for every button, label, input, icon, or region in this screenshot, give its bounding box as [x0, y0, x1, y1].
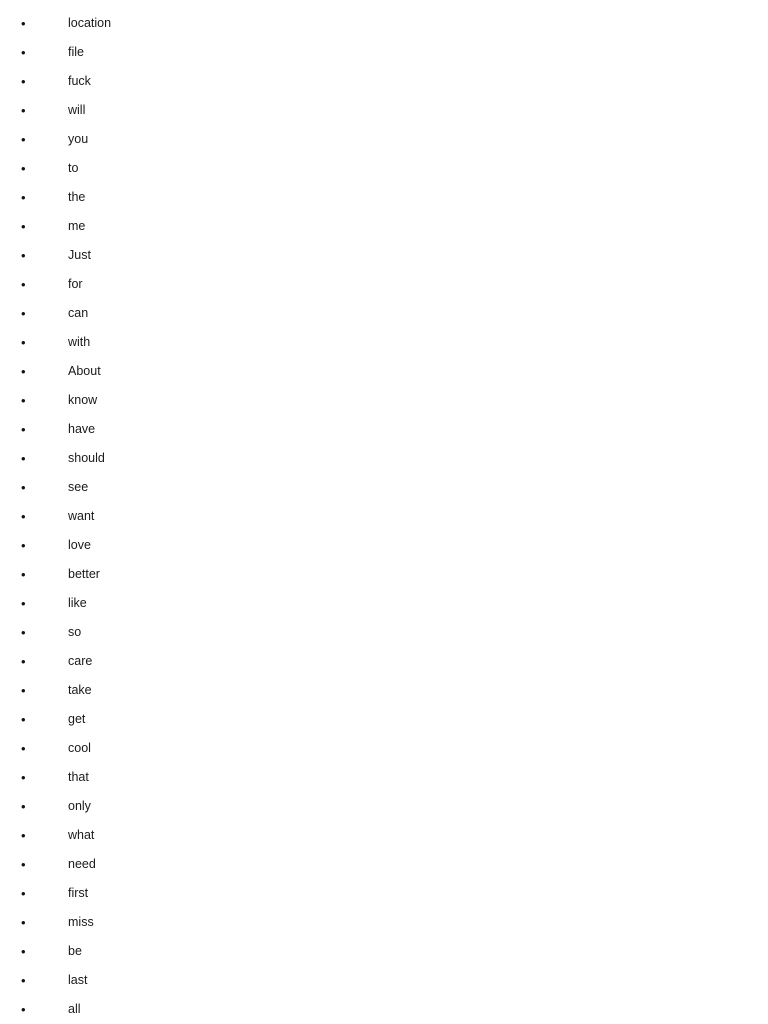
list-item [0, 879, 768, 908]
bullet-icon: • [21, 538, 26, 553]
list-item-label: see [68, 480, 89, 494]
list-item [0, 734, 768, 763]
bullet-icon: • [21, 886, 26, 901]
bullet-icon: • [21, 161, 26, 176]
list-item-label: the [68, 190, 86, 204]
list-item [0, 792, 768, 821]
bullet-icon: • [21, 74, 26, 89]
word-list [0, 9, 768, 1024]
list-item [0, 908, 768, 937]
list-item-label: get [68, 712, 86, 726]
list-item-label: so [68, 625, 82, 639]
list-item-label: cool [68, 741, 91, 755]
list-item-label: all [68, 1002, 81, 1016]
list-item-label: fuck [68, 74, 91, 88]
list-item [0, 125, 768, 154]
bullet-icon: • [21, 248, 26, 263]
bullet-icon: • [21, 857, 26, 872]
list-item [0, 937, 768, 966]
bullet-icon: • [21, 625, 26, 640]
bullet-icon: • [21, 770, 26, 785]
bullet-icon: • [21, 364, 26, 379]
list-item [0, 415, 768, 444]
list-item [0, 763, 768, 792]
bullet-icon: • [21, 567, 26, 582]
list-item-label: care [68, 654, 93, 668]
list-item [0, 705, 768, 734]
list-item [0, 444, 768, 473]
list-item [0, 966, 768, 995]
list-item-label: love [68, 538, 91, 552]
list-item [0, 9, 768, 38]
bullet-icon: • [21, 944, 26, 959]
list-item-label: better [68, 567, 100, 581]
list-item [0, 270, 768, 299]
list-item-label: for [68, 277, 83, 291]
bullet-icon: • [21, 132, 26, 147]
list-item-label: only [68, 799, 91, 813]
bullet-icon: • [21, 335, 26, 350]
bullet-icon: • [21, 799, 26, 814]
list-item [0, 560, 768, 589]
list-item [0, 502, 768, 531]
bullet-icon: • [21, 915, 26, 930]
bullet-icon: • [21, 219, 26, 234]
bullet-icon: • [21, 828, 26, 843]
list-item-label: take [68, 683, 92, 697]
list-item [0, 676, 768, 705]
list-item [0, 531, 768, 560]
bullet-icon: • [21, 480, 26, 495]
list-item [0, 473, 768, 502]
bullet-icon: • [21, 712, 26, 727]
list-item [0, 241, 768, 270]
list-item [0, 821, 768, 850]
list-item [0, 96, 768, 125]
list-item-label: location [68, 16, 112, 30]
list-item-label: know [68, 393, 98, 407]
bullet-icon: • [21, 596, 26, 611]
list-item-label: you [68, 132, 89, 146]
bullet-icon: • [21, 973, 26, 988]
list-item-label: can [68, 306, 89, 320]
list-item-label: want [68, 509, 95, 523]
bullet-icon: • [21, 103, 26, 118]
bullet-icon: • [21, 741, 26, 756]
bullet-icon: • [21, 45, 26, 60]
list-item [0, 618, 768, 647]
list-item-label: what [68, 828, 95, 842]
list-item [0, 183, 768, 212]
list-item [0, 299, 768, 328]
list-item-label: file [68, 45, 84, 59]
bullet-icon: • [21, 422, 26, 437]
bullet-icon: • [21, 306, 26, 321]
list-item [0, 647, 768, 676]
list-item [0, 328, 768, 357]
bullet-icon: • [21, 451, 26, 466]
bullet-icon: • [21, 1002, 26, 1017]
list-item-label: last [68, 973, 88, 987]
list-item [0, 357, 768, 386]
bullet-icon: • [21, 16, 26, 31]
bullet-icon: • [21, 190, 26, 205]
list-item-label: first [68, 886, 89, 900]
list-item [0, 38, 768, 67]
list-item [0, 212, 768, 241]
list-item [0, 850, 768, 879]
list-item-label: that [68, 770, 89, 784]
list-item-label: to [68, 161, 79, 175]
list-item-label: have [68, 422, 96, 436]
list-item-label: About [68, 364, 101, 378]
list-item [0, 995, 768, 1024]
list-item-label: be [68, 944, 82, 958]
list-item-label: will [68, 103, 86, 117]
list-item-label: miss [68, 915, 94, 929]
list-item [0, 589, 768, 618]
bullet-icon: • [21, 277, 26, 292]
list-item-label: with [68, 335, 91, 349]
list-item [0, 67, 768, 96]
list-item-label: like [68, 596, 87, 610]
list-item-label: me [68, 219, 86, 233]
bullet-icon: • [21, 509, 26, 524]
list-item-label: need [68, 857, 96, 871]
list-item-label: Just [68, 248, 91, 262]
list-item-label: should [68, 451, 105, 465]
bullet-icon: • [21, 393, 26, 408]
list-item [0, 154, 768, 183]
list-item [0, 386, 768, 415]
bullet-icon: • [21, 654, 26, 669]
bullet-icon: • [21, 683, 26, 698]
